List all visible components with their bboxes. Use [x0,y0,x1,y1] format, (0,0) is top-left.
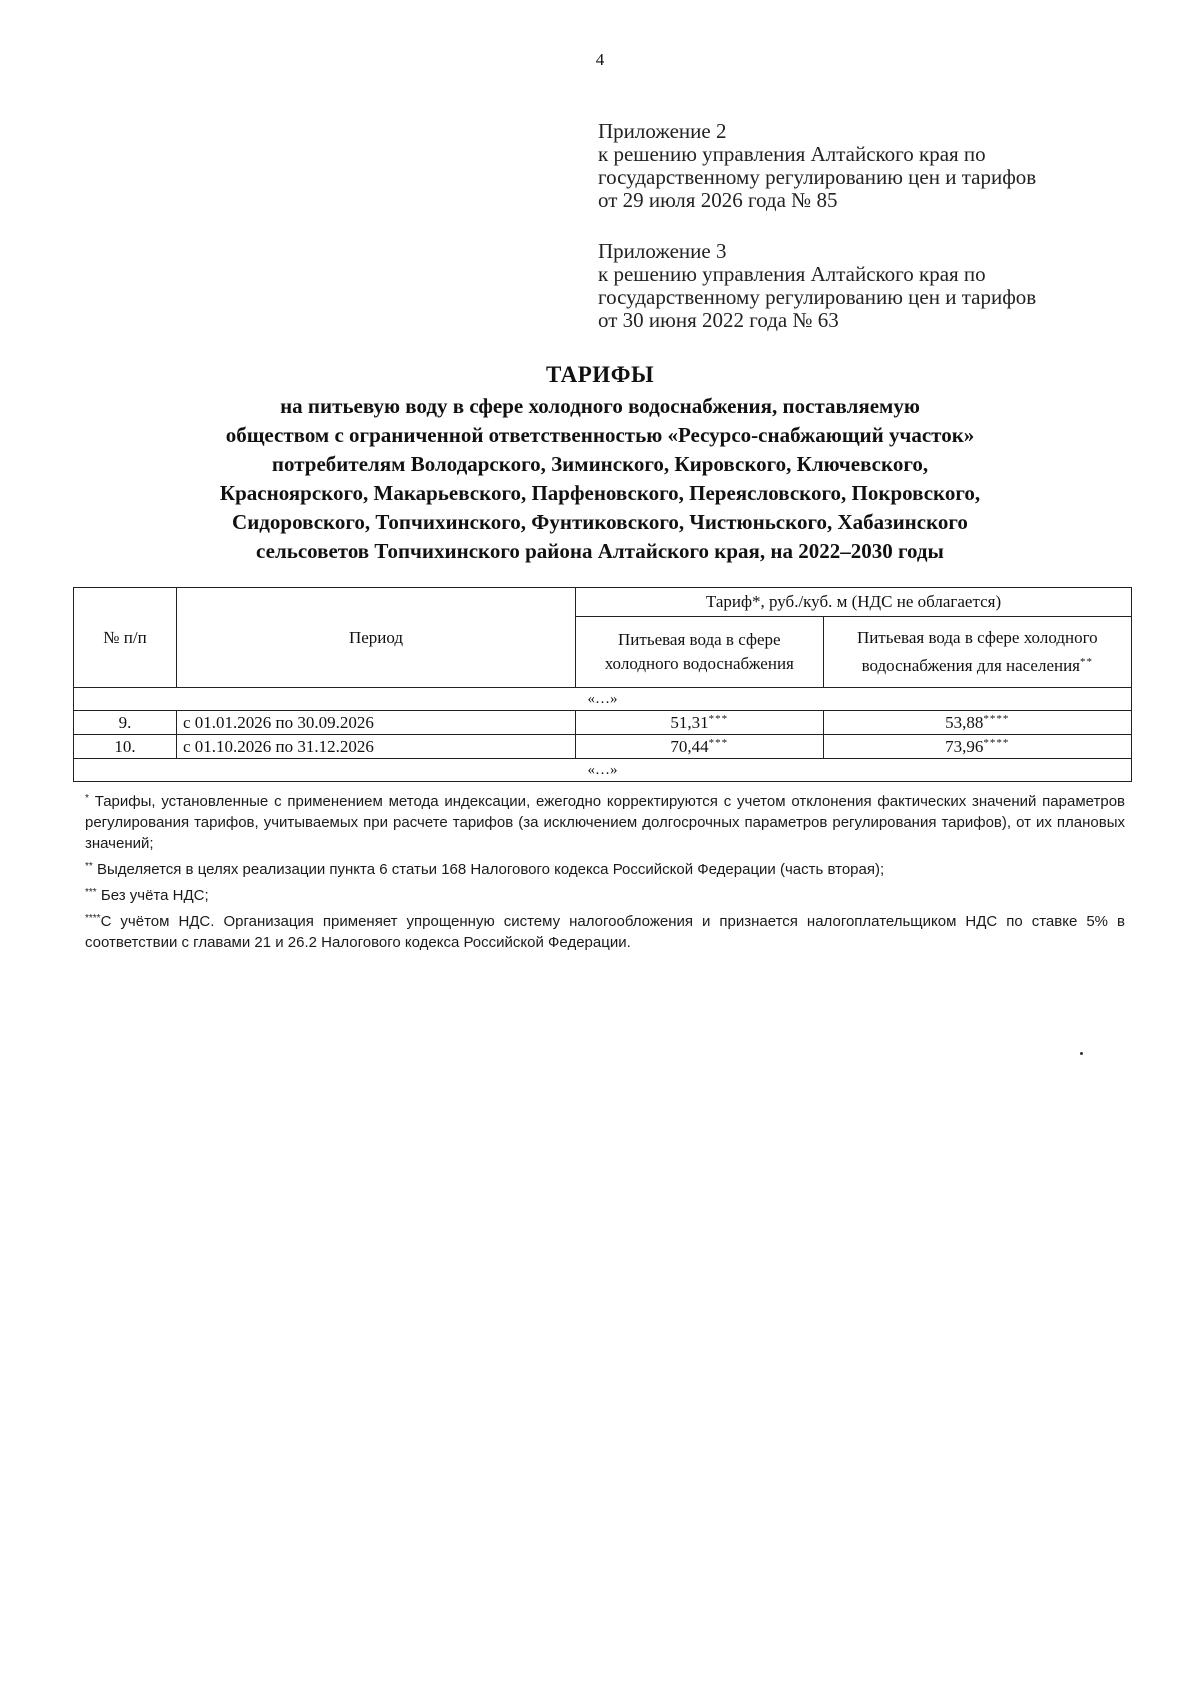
footnote-mark: *** [708,736,729,749]
footnote-mark: **** [983,736,1010,749]
subtitle-line: Сидоровского, Топчихинского, Фунтиковского, Чистюньского, Хабазинского [232,510,968,534]
subtitle-line: на питьевую воду в сфере холодного водоснабжения, поставляемую [280,394,920,418]
scan-speck [1080,1052,1083,1055]
footnote-mark: ** [85,861,93,872]
footnote-mark: *** [85,887,97,898]
footnote [85,856,1125,880]
row-water-tariff [576,735,824,759]
subtitle-line: потребителям Володарского, Зиминского, Кировского, Ключевского, [271,452,929,476]
header-tariff-group: Тариф*, руб./куб. м (НДС не облагается) [576,588,1132,617]
appendix-2-line: государственному регулированию цен и тарифов [598,165,1037,189]
table-row [74,759,1132,782]
appendix-2-line: Приложение 2 [598,119,727,143]
row-period: с 01.10.2026 по 31.12.2026 [177,735,576,759]
footnote-text: Выделяется в целях реализации пункта 6 статьи 168 Налогового кодекса Российской Федерации (часть вторая); [92,861,885,878]
appendix-2-line: к решению управления Алтайского края по [598,142,986,166]
footnote [85,882,1125,906]
table-row [74,735,1132,759]
subtitle-line: Красноярского, Макарьевского, Парфеновского, Переясловского, Покровского, [219,481,981,505]
row-period: с 01.01.2026 по 30.09.2026 [177,711,576,735]
footnote-mark: *** [708,712,729,725]
table-header-row [74,588,1132,617]
header-water-population-text: Питьевая вода в сфере холодного водоснабжения для населения [856,628,1098,675]
population-tariff-value: 53,88 [945,712,984,732]
footnote-mark: ** [1080,656,1094,668]
appendix-3-line: Приложение 3 [598,239,727,263]
appendix-3-line: государственному регулированию цен и тарифов [598,285,1037,309]
water-tariff-value: 51,31 [670,712,709,732]
row-population-tariff [823,711,1131,735]
footnote-text: С учётом НДС. Организация применяет упрощенную систему налогообложения и признается налогоплательщиком НДС по ставке 5% в соответствии с главами 21 и 26.2 Налогового кодекса Российской Федерации. [85,913,1125,951]
footnote-text: Без учёта НДС; [96,887,209,904]
tariff-table [73,587,1132,782]
header-water: Питьевая вода в сфере холодного водоснабжения [576,617,824,688]
row-number: 9. [74,711,177,735]
subtitle-line: обществом с ограниченной ответственностью «Ресурсо-снабжающий участок» [225,423,975,447]
appendix-3-line: к решению управления Алтайского края по [598,262,986,286]
footnote-text: Тарифы, установленные с применением метода индексации, ежегодно корректируются с учетом отклонения фактических значений параметров регулирования тарифов, учитываемых при расчете тарифов (за исключением долгосрочных параметров регулирования тарифов), от их плановых значений; [85,793,1125,852]
footnote-mark: **** [983,712,1010,725]
header-period: Период [177,588,576,688]
footnote [85,788,1125,854]
header-water-population [823,617,1131,688]
footnote [85,908,1125,953]
omitted-rows-marker: «…» [74,759,1132,782]
appendix-2-line: от 29 июля 2026 года № 85 [598,188,838,212]
appendix-3-block [598,240,1158,332]
row-number: 10. [74,735,177,759]
table-row [74,711,1132,735]
table-row [74,688,1132,711]
row-population-tariff [823,735,1131,759]
footnote-mark: **** [85,913,101,924]
document-subtitle [60,392,1140,566]
footnotes [85,788,1125,955]
subtitle-line: сельсоветов Топчихинского района Алтайского края, на 2022–2030 годы [256,539,944,563]
appendix-3-line: от 30 июня 2022 года № 63 [598,308,839,332]
document-title: ТАРИФЫ [545,362,655,387]
page-number: 4 [595,50,605,69]
population-tariff-value: 73,96 [945,736,984,756]
appendix-2-block [598,120,1158,212]
water-tariff-value: 70,44 [670,736,709,756]
header-number: № п/п [74,588,177,688]
omitted-rows-marker: «…» [74,688,1132,711]
footnote-mark: * [85,793,89,804]
row-water-tariff [576,711,824,735]
